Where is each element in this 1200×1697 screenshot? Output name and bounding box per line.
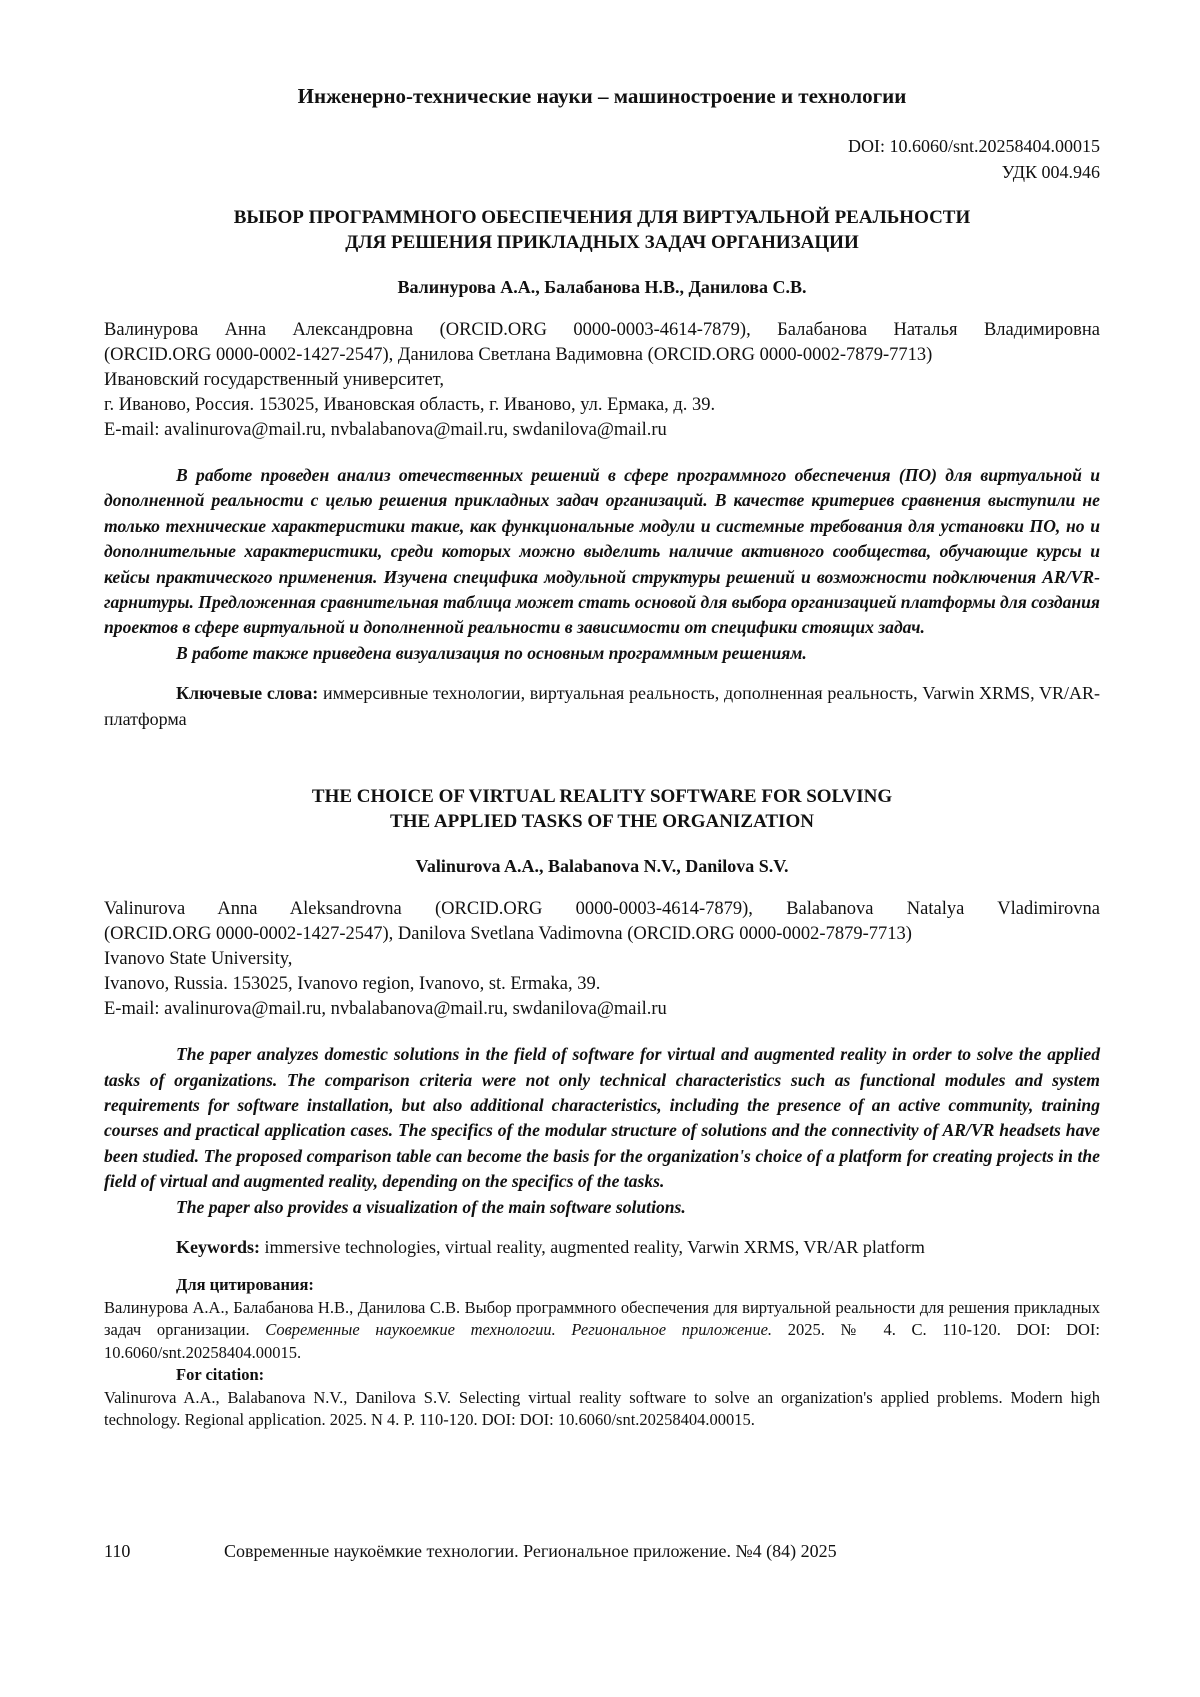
ru-keywords-text: иммерсивные технологии, виртуальная реальность, дополненная реальность, Varwin XRMS, VR/AR-платформа — [104, 683, 1100, 730]
section-heading: Инженерно-технические науки – машиностроение и технологии — [297, 84, 907, 108]
ru-affiliation — [104, 318, 1100, 443]
ru-abstract-p2: В работе также приведена визуализация по основным программным решениям. — [176, 642, 807, 663]
en-authors: Valinurova A.A., Balabanova N.V., Danilova S.V. — [415, 856, 789, 877]
ru-title — [104, 205, 1100, 255]
citation-ru — [104, 1274, 1100, 1364]
ru-affil-line5: E-mail: avalinurova@mail.ru, nvbalabanova@mail.ru, swdanilova@mail.ru — [104, 420, 667, 440]
citation-ru-journal: Современные наукоемкие технологии. Региональное приложение. — [265, 1320, 773, 1340]
ru-keywords — [104, 680, 1100, 732]
en-affil-line5: E-mail: avalinurova@mail.ru, nvbalabanova@mail.ru, swdanilova@mail.ru — [104, 999, 667, 1020]
en-keywords-text: immersive technologies, virtual reality, augmented reality, Varwin XRMS, VR/AR platform — [260, 1237, 925, 1258]
en-affil-line4: Ivanovo, Russia. 153025, Ivanovo region, Ivanovo, st. Ermaka, 39. — [104, 974, 601, 995]
footer-journal: Современные наукоёмкие технологии. Региональное приложение. №4 (84) 2025 — [224, 1541, 837, 1561]
en-affil-line3: Ivanovo State University, — [104, 949, 293, 970]
en-abstract — [104, 1042, 1100, 1220]
en-affiliation — [104, 897, 1100, 1022]
ru-affil-line4: г. Иваново, Россия. 153025, Ивановская область, г. Иваново, ул. Ермака, д. 39. — [104, 395, 716, 415]
article-page — [104, 84, 1100, 1432]
ru-affil-line2: (ORCID.ORG 0000-0002-1427-2547), Данилова Светлана Вадимовна (ORCID.ORG 0000-0002-7879-7713) — [104, 345, 933, 365]
en-keywords-label: Keywords: — [176, 1237, 260, 1258]
citation-en-text: Valinurova A.A., Balabanova N.V., Danilova S.V. Selecting virtual reality software to solve an organization's applied problems. Modern high technology. Regional application. 2025. N 4. P. 110-120. DOI: DOI: 10.6060/snt.20258404.00015. — [104, 1387, 1100, 1430]
ru-authors: Валинурова А.А., Балабанова Н.В., Данилова С.В. — [397, 277, 807, 297]
ru-affil-line1: Валинурова Анна Александровна (ORCID.ORG 0000-0003-4614-7879), Балабанова Наталья Владимировна — [104, 320, 1100, 340]
page-number: 110 — [104, 1541, 131, 1561]
citation-ru-text1: Валинурова А.А., Балабанова Н.В., Данилова С.В. Выбор программного обеспечения для виртуальной реальности для решения прикладных задач организации. — [104, 1297, 1100, 1340]
en-title — [104, 784, 1100, 834]
ru-keywords-label: Ключевые слова: — [176, 683, 319, 704]
en-affil-line2: (ORCID.ORG 0000-0002-1427-2547), Danilova Svetlana Vadimovna (ORCID.ORG 0000-0002-7879-7713) — [104, 924, 912, 945]
ru-title-line2: ДЛЯ РЕШЕНИЯ ПРИКЛАДНЫХ ЗАДАЧ ОРГАНИЗАЦИИ — [345, 232, 859, 253]
ru-abstract — [104, 463, 1100, 666]
en-keywords — [104, 1234, 1100, 1260]
ru-title-line1: ВЫБОР ПРОГРАММНОГО ОБЕСПЕЧЕНИЯ ДЛЯ ВИРТУАЛЬНОЙ РЕАЛЬНОСТИ — [233, 207, 971, 228]
ru-affil-line3: Ивановский государственный университет, — [104, 370, 444, 390]
citation-en-label: For citation: — [176, 1365, 265, 1385]
article-meta — [104, 133, 1100, 185]
en-abstract-p2: The paper also provides a visualization of the main software solutions. — [176, 1196, 686, 1217]
ru-abstract-p1: В работе проведен анализ отечественных решений в сфере программного обеспечения (ПО) для виртуальной и дополненной реальности с целью решения прикладных задач организаций. В качестве критериев сравнения выступили не только технические характеристики такие, как функциональные модули и системные требования для установки ПО, но и дополнительные характеристики, среди которых можно выделить наличие активного сообщества, обучающие курсы и кейсы практического применения. Изучена специфика модульной структуры решений и возможности подключения AR/VR-гарнитуры. Предложенная сравнительная таблица может стать основой для выбора организацией платформы для создания проектов в сфере виртуальной и дополненной реальности в зависимости от специфики стоящих задач. — [104, 465, 1100, 638]
citation-ru-label: Для цитирования: — [176, 1275, 314, 1295]
en-title-line2: THE APPLIED TASKS OF THE ORGANIZATION — [390, 811, 814, 833]
citation-ru-text2: 2025. № 4. С. 110-120. DOI: DOI: 10.6060/snt.20258404.00015. — [104, 1320, 1101, 1362]
en-abstract-p1: The paper analyzes domestic solutions in the field of software for virtual and augmented reality in order to solve the applied tasks of organizations. The comparison criteria were not only technical characteristics such as functional modules and system requirements for software installation, but also additional characteristics, including the presence of an active community, training courses and practical application cases. The specifics of the modular structure of solutions and the connectivity of AR/VR headsets have been studied. The proposed comparison table can become the basis for the organization's choice of a platform for creating projects in the field of virtual and augmented reality, depending on the specifics of the tasks. — [104, 1044, 1100, 1192]
en-title-line1: THE CHOICE OF VIRTUAL REALITY SOFTWARE FOR SOLVING — [311, 786, 893, 808]
citation-en — [104, 1364, 1100, 1432]
en-affil-line1: Valinurova Anna Aleksandrovna (ORCID.ORG 0000-0003-4614-7879), Balabanova Natalya Vladimirovna — [104, 899, 1100, 920]
udk: УДК 004.946 — [1001, 162, 1100, 182]
doi: DOI: 10.6060/snt.20258404.00015 — [848, 136, 1100, 156]
